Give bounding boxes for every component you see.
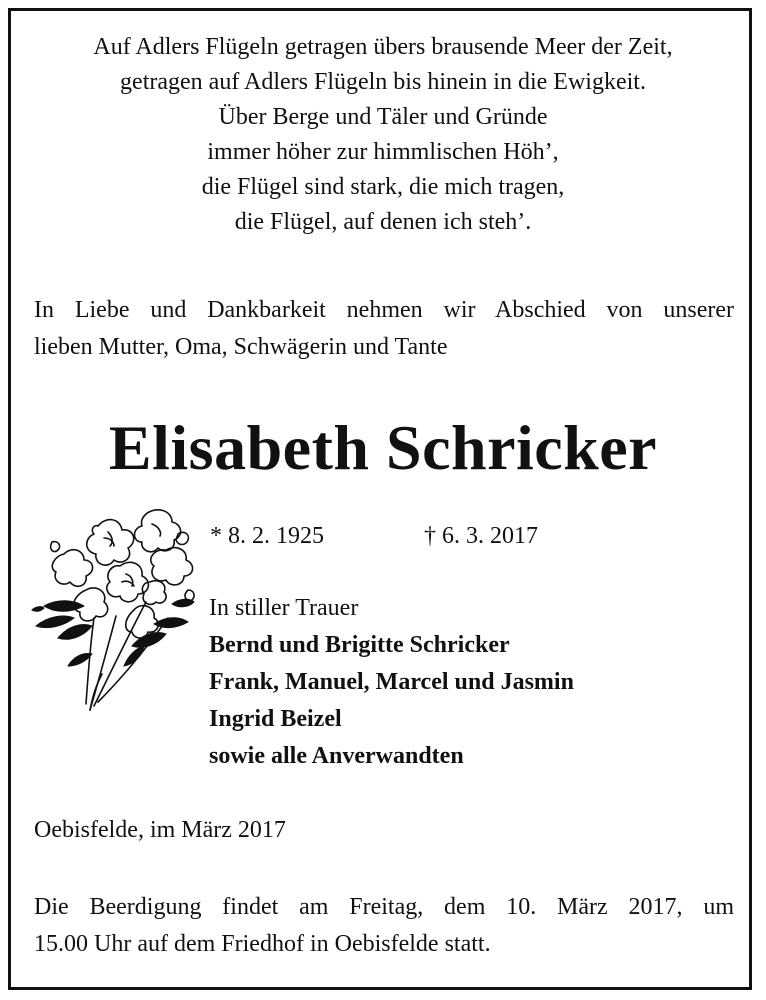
poem-line: Auf Adlers Flügeln getragen übers brausende Meer der Zeit, <box>93 34 673 60</box>
poem-line: immer höher zur himmlischen Höh’, <box>207 139 559 165</box>
death-date: † 6. 3. 2017 <box>424 523 538 549</box>
deceased-name: Elisabeth Schricker <box>108 412 658 483</box>
mourners-block <box>209 590 574 775</box>
funeral-info <box>34 889 734 963</box>
poem-line: getragen auf Adlers Flügeln bis hinein in die Ewigkeit. <box>120 69 646 95</box>
intro-line: lieben Mutter, Oma, Schwägerin und Tante <box>34 334 448 360</box>
mourner-name: Frank, Manuel, Marcel und Jasmin <box>209 669 574 695</box>
poem-line: die Flügel sind stark, die mich tragen, <box>201 174 565 200</box>
funeral-line: 15.00 Uhr auf dem Friedhof in Oebisfelde statt. <box>34 931 491 957</box>
funeral-line: Die Beerdigung findet am Freitag, dem 10. März 2017, um <box>34 894 734 920</box>
poem-line: die Flügel, auf denen ich steh’. <box>234 209 532 235</box>
mourner-name: sowie alle Anverwandten <box>209 743 464 769</box>
mourners-heading: In stiller Trauer <box>209 595 359 621</box>
intro-line: In Liebe und Dankbarkeit nehmen wir Abschied von unserer <box>34 297 734 323</box>
place-date: Oebisfelde, im März 2017 <box>34 817 286 843</box>
mourner-name: Bernd und Brigitte Schricker <box>209 632 510 658</box>
flower-bouquet-icon <box>28 506 212 716</box>
poem <box>0 30 766 240</box>
intro-text <box>34 292 734 366</box>
mourner-name: Ingrid Beizel <box>209 706 342 732</box>
poem-line: Über Berge und Täler und Gründe <box>218 104 548 130</box>
birth-date: * 8. 2. 1925 <box>210 523 324 549</box>
